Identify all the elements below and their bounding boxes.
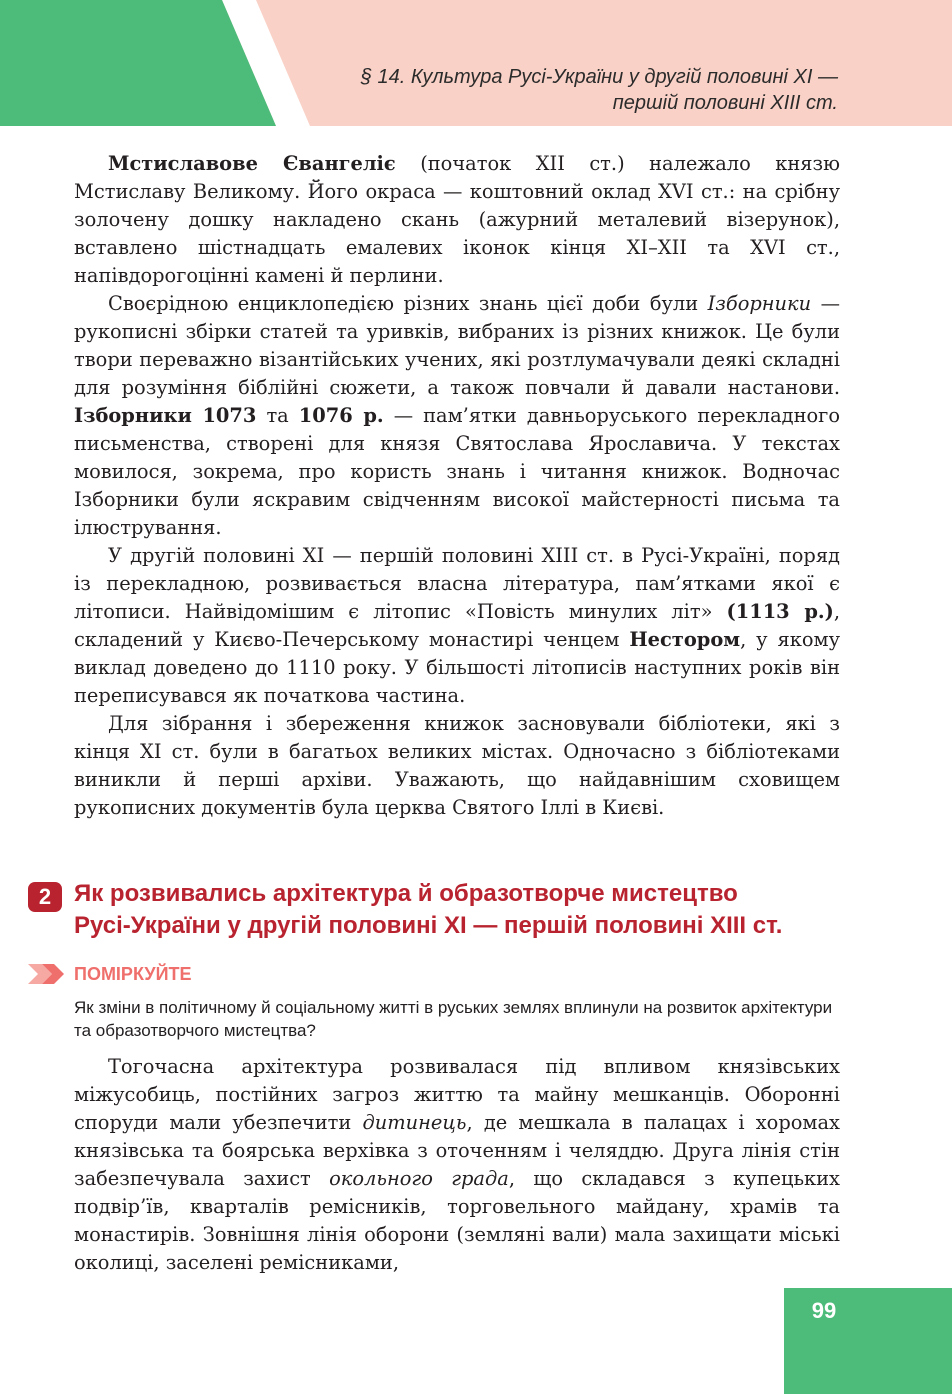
section-heading-line1: Як розвивались архітектура й образотворче мистецтво bbox=[74, 880, 738, 907]
paragraph-text: , у якому виклад доведено до 1110 року. У більшості літописів наступних років він переписувався як початкова частина. bbox=[74, 628, 840, 707]
think-question: Як зміни в політичному й соціальному житті в руських землях вплинули на розвиток архітектури та образотворчого мистецтва? bbox=[74, 998, 833, 1040]
paragraph-gospel bbox=[74, 150, 840, 290]
term-1113: (1113 р.) bbox=[726, 600, 834, 623]
paragraph-text: , складений у Києво-Печерському монастирі ченцем bbox=[74, 600, 840, 651]
body-text-bottom bbox=[74, 1053, 840, 1277]
paragraph-text: , що складався з купецьких подвір’їв, кварталів ремісників, торговельного майдану, храмів та монастирів. Зовнішня лінія оборони (земляні вали) мала захищати міські околиці, заселені ремісниками, bbox=[74, 1167, 840, 1274]
term-dytynets: дитинець bbox=[362, 1111, 467, 1134]
running-header bbox=[198, 64, 838, 116]
term-izbornyky-1073: Ізборники 1073 bbox=[74, 404, 257, 427]
running-header-line1: § 14. Культура Русі-України у другій половині XI — bbox=[360, 66, 838, 88]
paragraph-libraries bbox=[74, 710, 840, 822]
paragraph-text: — рукописні збірки статей та уривків, вибраних із різних книжок. Це були твори переважно візантійських учених, які розтлумачували деякі складні для розуміння біблійні сюжети, а також повчали й давали настанови. bbox=[74, 292, 840, 399]
term-okolny-grad: окольного града bbox=[329, 1167, 509, 1190]
paragraph-text: Тогочасна архітектура розвивалася під впливом князівських міжусобиць, постійних загроз життю та майну мешканців. Оборонні споруди мали убезпечити bbox=[74, 1055, 840, 1134]
paragraph-text: — пам’ятки давньоруського перекладного письменства, створені для князя Святослава Ярославича. У текстах мовилося, зокрема, про користь знань і читання книжок. Водночас Ізборники були яскравим свідченням високої майстерності письма та ілюстрування. bbox=[74, 404, 840, 539]
term-1076: 1076 р. bbox=[298, 404, 384, 427]
paragraph-text: та bbox=[256, 404, 299, 427]
double-chevron-icon bbox=[28, 962, 68, 986]
page-number: 99 bbox=[811, 1298, 837, 1323]
term-izborniky: Ізборники bbox=[707, 292, 812, 315]
running-header-line2: першій половині XIII ст. bbox=[612, 92, 838, 114]
body-text-top bbox=[74, 150, 840, 822]
paragraph-text: У другій половині XI — першій половині XIII ст. в Русі-Україні, поряд із перекладною, розвивається власна література, пам’ятками якої є літописи. Найвідомішим є літопис «Повість минулих літ» bbox=[74, 544, 840, 623]
term-nestor: Нестором bbox=[629, 628, 741, 651]
page-number-tab bbox=[784, 1288, 952, 1394]
paragraph-text: , де мешкала в палацах і хоромах князівська та боярська верхівка з оточенням і челяддю. Друга лінія стін забезпечувала захист bbox=[74, 1111, 840, 1190]
paragraph-text: Для зібрання і збереження книжок засновували бібліотеки, які з кінця XI ст. були в багатьох великих містах. Одночасно з бібліотеками виникли й перші архіви. Уважають, що найдавнішим сховищем рукописних документів була церква Святого Іллі в Києві. bbox=[74, 712, 840, 819]
term-mstyslav-gospel: Мстиславове Євангеліє bbox=[108, 152, 396, 175]
section-heading bbox=[74, 878, 854, 942]
paragraph-izborniky bbox=[74, 290, 840, 542]
paragraph-chronicles bbox=[74, 542, 840, 710]
paragraph-text: (початок XII ст.) належало князю Мстиславу Великому. Його окраса — коштовний оклад XVI ст.: на срібну золочену дошку накладено скань (ажурний металевий візерунок), вставлено шістнадцать емалевих іконок кінця XI–XII та XVI ст., напівдорогоцінні камені й перлини. bbox=[74, 152, 840, 287]
paragraph-architecture bbox=[74, 1053, 840, 1277]
section-heading-line2: Русі-України у другій половині XI — першій половині XIII ст. bbox=[74, 912, 783, 939]
section-number-badge: 2 bbox=[28, 882, 62, 912]
think-label: ПОМІРКУЙТЕ bbox=[74, 964, 192, 984]
paragraph-text: Своєрідною енциклопедією різних знань цієї доби були bbox=[108, 292, 708, 315]
